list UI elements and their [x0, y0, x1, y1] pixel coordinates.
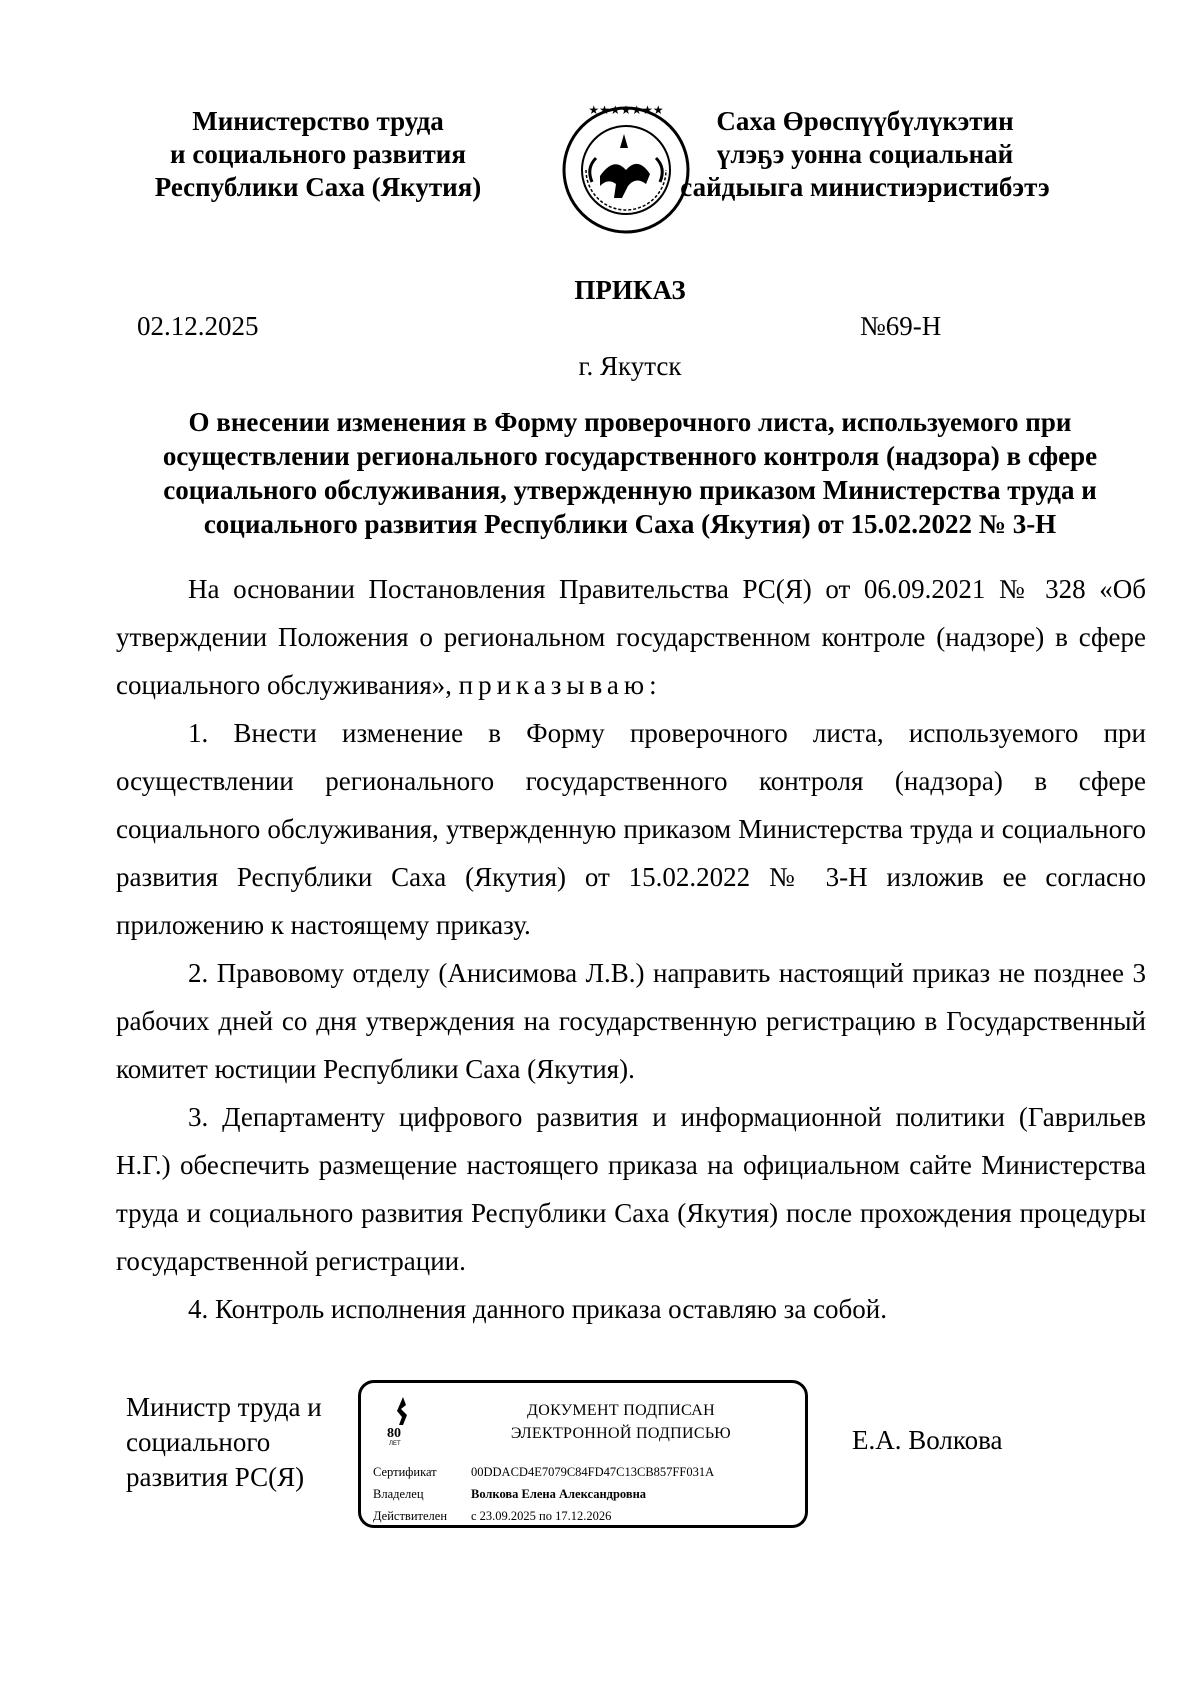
- stamp-validity: Действителен с 23.09.2025 по 17.12.2026: [373, 1509, 612, 1523]
- decree-word: приказываю:: [458, 670, 662, 700]
- signatory-position: Министр труда и социального развития РС(Я): [126, 1392, 322, 1492]
- stamp-owner: Владелец Волкова Елена Александровна: [373, 1487, 647, 1501]
- signatory-name: Е.А. Волкова: [852, 1425, 1003, 1455]
- document-title: ПРИКАЗ: [574, 275, 686, 305]
- order-date: 02.12.2025: [137, 311, 259, 341]
- order-number: №69-Н: [860, 311, 942, 341]
- stamp-heading: ДОКУМЕНТ ПОДПИСАН ЭЛЕКТРОННОЙ ПОДПИСЬЮ: [510, 1402, 732, 1442]
- stamp-certificate: Сертификат 00DDACD4E7079C84FD47C13CB857FF031A: [373, 1465, 715, 1479]
- order-item: 2. Правовому отделу (Анисимова Л.В.) направить настоящий приказ не позднее 3 рабочих дней со дня утверждения на государственную регистрацию в Государственный комитет юстиции Республики Саха (Якутия).: [116, 958, 1146, 1084]
- ministry-name-ru: Министерство труда и социального развития Республики Саха (Якутия): [154, 106, 482, 202]
- order-subject: О внесении изменения в Форму проверочного листа, используемого при осуществлении регионального государственного контроля (надзора) в сфере социального обслуживания, утвержденную приказом Министерства труда и социального развития Республики Саха (Якутия) от 15.02.2022 № 3-Н: [162, 407, 1098, 539]
- svg-text:ЛЕТ: ЛЕТ: [389, 1441, 401, 1447]
- order-item: 3. Департаменту цифрового развития и информационной политики (Гаврильев Н.Г.) обеспечить размещение настоящего приказа на официальном сайте Министерства труда и социального развития Республики Саха (Якутия) после прохождения процедуры государственной регистрации.: [116, 1102, 1146, 1276]
- preamble: На основании Постановления Правительства РС(Я) от 06.09.2021 № 328 «Об утверждении Положения о региональном государственном контроле (надзоре) в сфере социального обслуживания», приказываю:: [116, 574, 1146, 700]
- order-item: 1. Внести изменение в Форму проверочного листа, используемого при осуществлении регионального государственного контроля (надзора) в сфере социального обслуживания, утвержденную приказом Министерства труда и социального развития Республики Саха (Якутия) от 15.02.2022 № 3-Н изложив ее согласно приложению к настоящему приказу.: [116, 718, 1146, 940]
- anniversary-logo-icon: [385, 1395, 423, 1447]
- svg-text:80: 80: [387, 1426, 401, 1441]
- ministry-name-sakha: Саха Өрөспүүбүлүкэтин үлэҕэ уонна социальнай сайдыыга министиэристибэтэ: [680, 106, 1050, 202]
- electronic-signature-stamp: [358, 1380, 808, 1528]
- svg-text:★★★★★★★: ★★★★★★★: [588, 103, 664, 117]
- order-item: 4. Контроль исполнения данного приказа оставляю за собой.: [188, 1294, 887, 1324]
- order-city: г. Якутск: [578, 351, 682, 381]
- order-body: [116, 565, 1146, 1333]
